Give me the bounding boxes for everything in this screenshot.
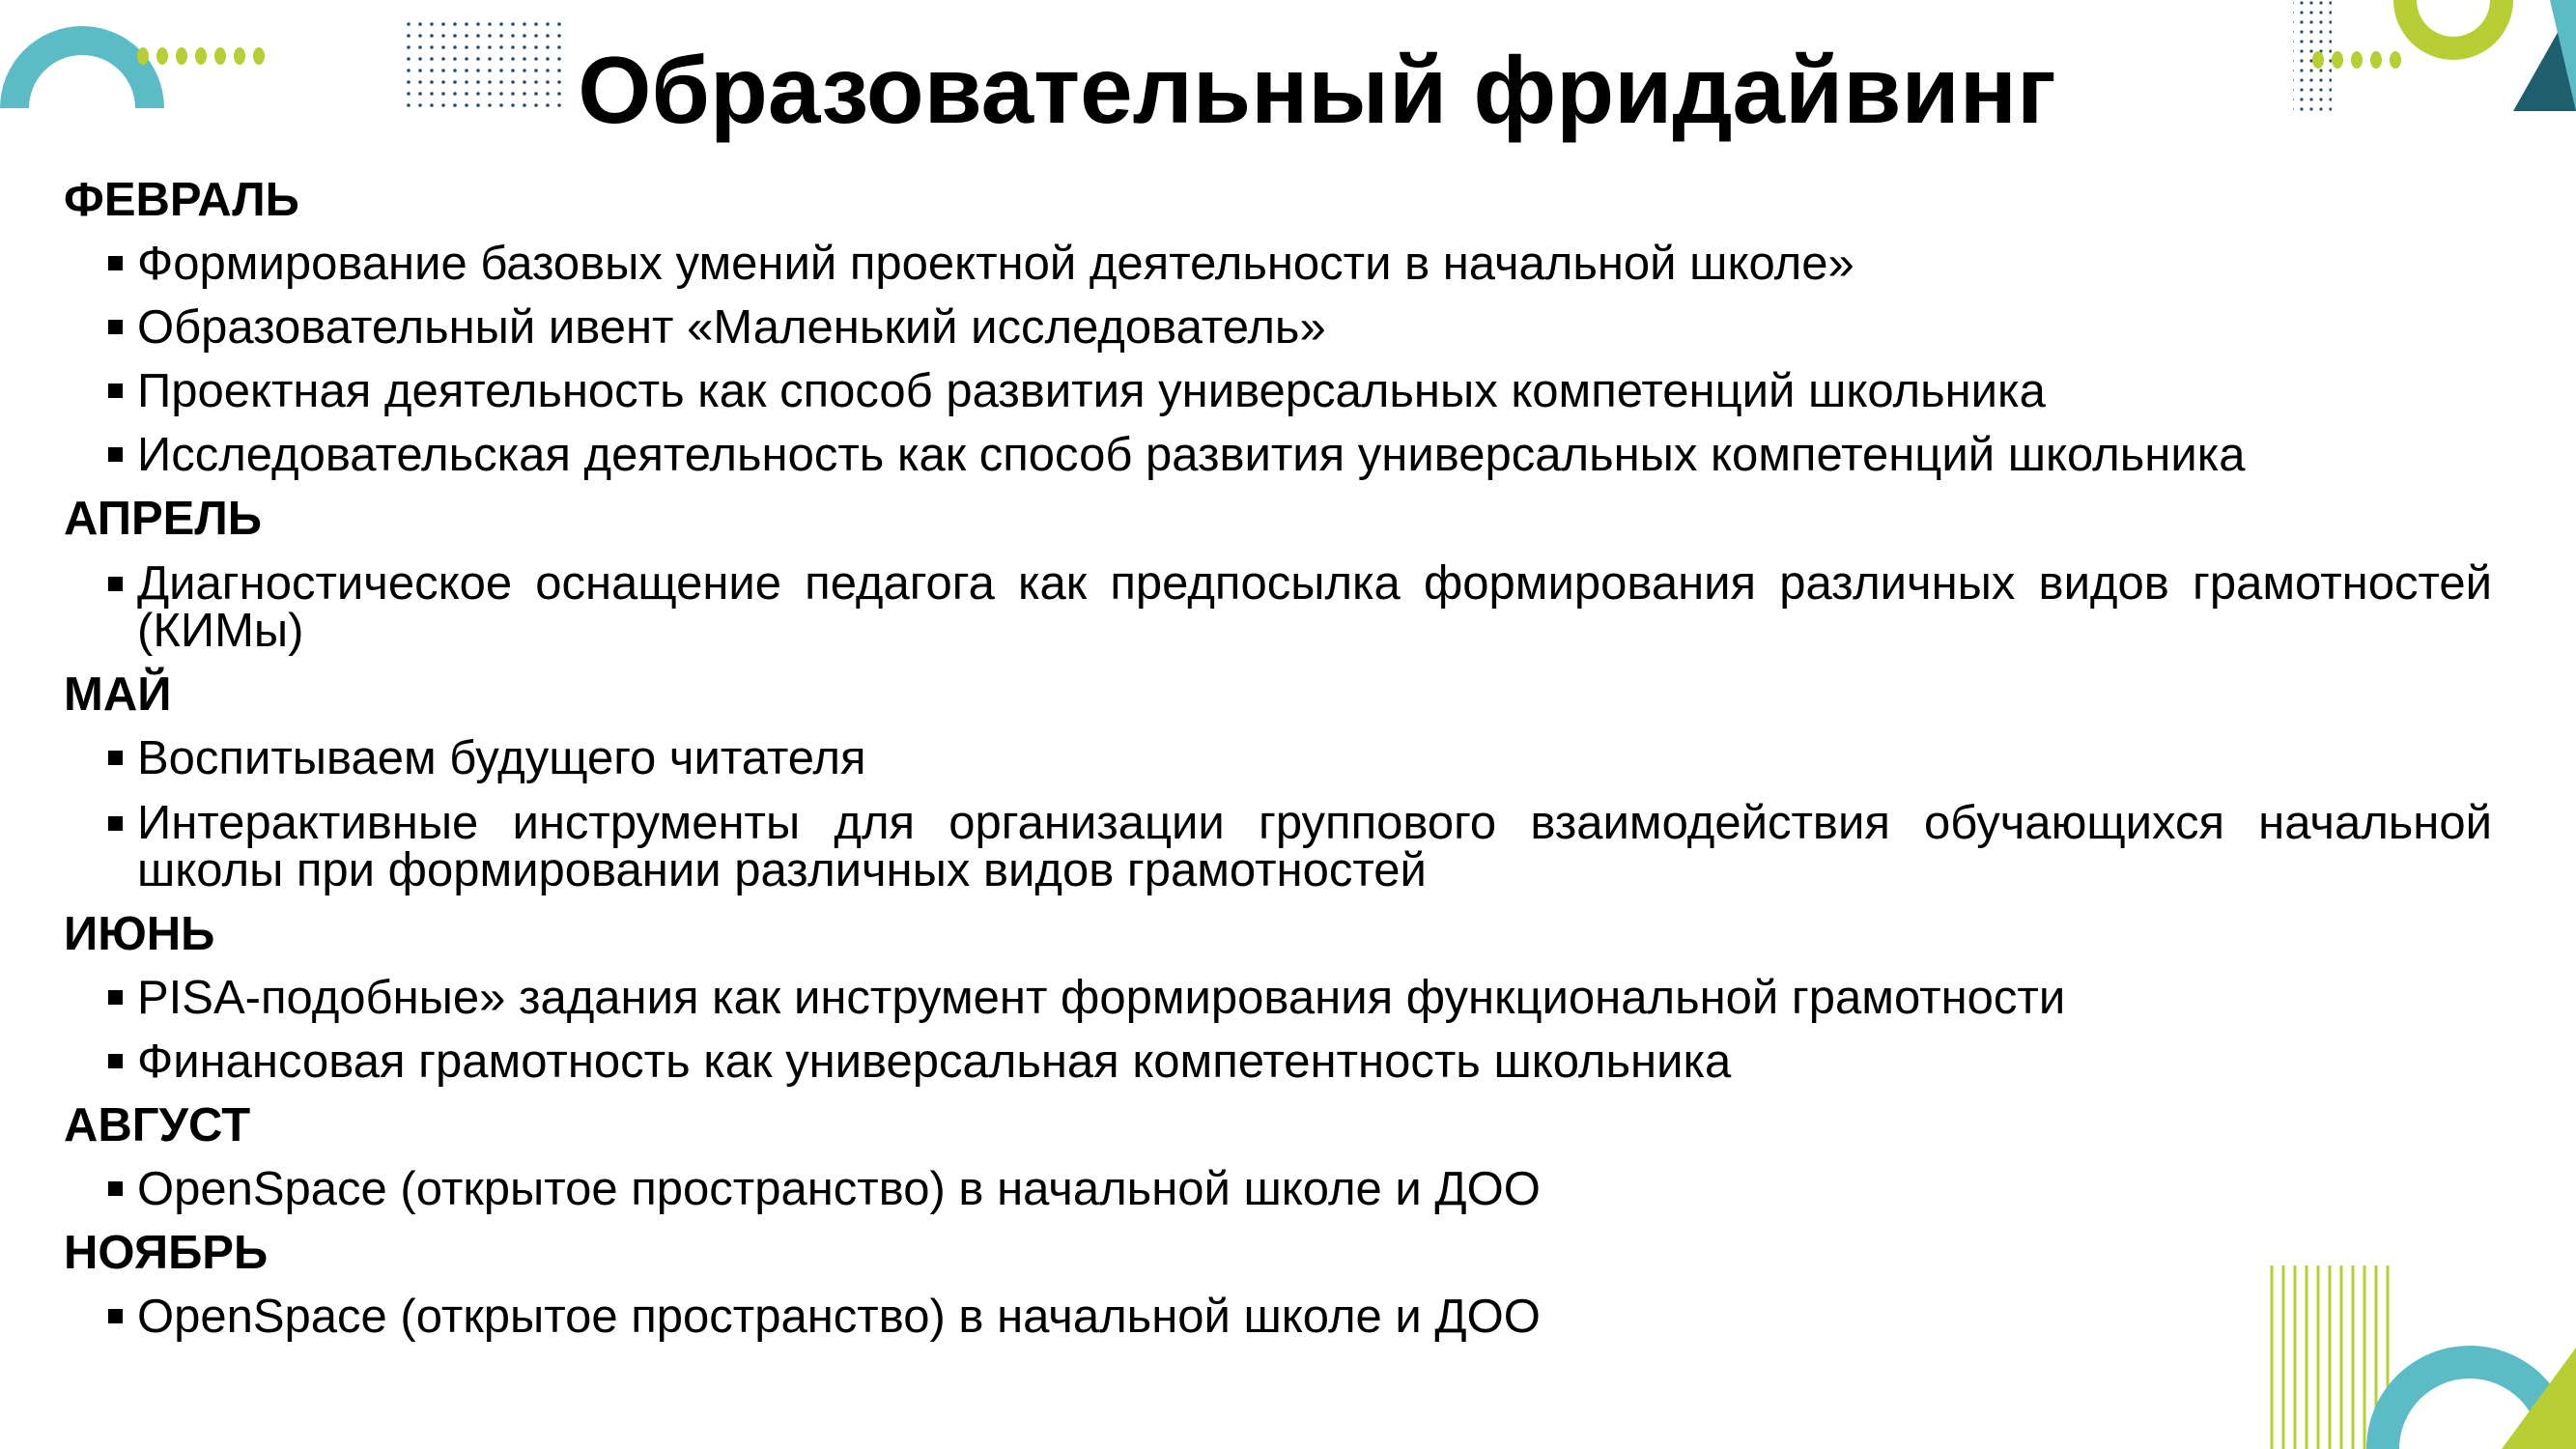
bullet-icon	[108, 447, 123, 462]
month-heading-april: АПРЕЛЬ	[64, 493, 262, 545]
page-title: Образовательный фридайвинг	[578, 37, 2056, 143]
month-heading-june: ИЮНЬ	[64, 908, 215, 960]
month-heading-november: НОЯБРЬ	[64, 1227, 269, 1279]
list-item: Воспитываем будущего читателя	[64, 726, 2492, 790]
list-item: OpenSpace (открытое пространство) в начальной школе и ДОО	[64, 1285, 2492, 1349]
bullet-icon	[108, 1309, 123, 1323]
list-item: PISA-подобные» задания как инструмент формирования функциональной грамотности	[64, 966, 2492, 1030]
month-heading-august: АВГУСТ	[64, 1099, 251, 1151]
bullet-icon	[108, 990, 123, 1005]
bullet-icon	[108, 816, 123, 831]
list-item: Проектная деятельность как способ развития универсальных компетенций школьника	[64, 359, 2492, 423]
bullet-icon	[108, 1054, 123, 1068]
list-item: Финансовая грамотность как универсальная компетентность школьника	[64, 1030, 2492, 1094]
bullet-icon	[108, 384, 123, 398]
list-item: Интерактивные инструменты для организации группового взаимодействия обучающихся начальной школы при формировании различных видов грамотностей	[64, 790, 2492, 902]
list-item: Образовательный ивент «Маленький исследователь»	[64, 296, 2492, 359]
month-heading-february: ФЕВРАЛЬ	[64, 174, 299, 226]
list-item: Формирование базовых умений проектной деятельности в начальной школе»	[64, 232, 2492, 296]
list-item: Диагностическое оснащение педагога как предпосылка формирования различных видов грамотностей (КИМы)	[64, 551, 2492, 663]
schedule-list	[64, 168, 2492, 1349]
bullet-icon	[108, 320, 123, 334]
bullet-icon	[108, 751, 123, 765]
bullet-icon	[108, 256, 123, 270]
list-item: Исследовательская деятельность как способ развития универсальных компетенций школьника	[64, 423, 2492, 487]
bullet-icon	[108, 1181, 123, 1196]
month-heading-may: МАЙ	[64, 668, 172, 721]
list-item: OpenSpace (открытое пространство) в начальной школе и ДОО	[64, 1157, 2492, 1221]
bullet-icon	[108, 577, 123, 591]
